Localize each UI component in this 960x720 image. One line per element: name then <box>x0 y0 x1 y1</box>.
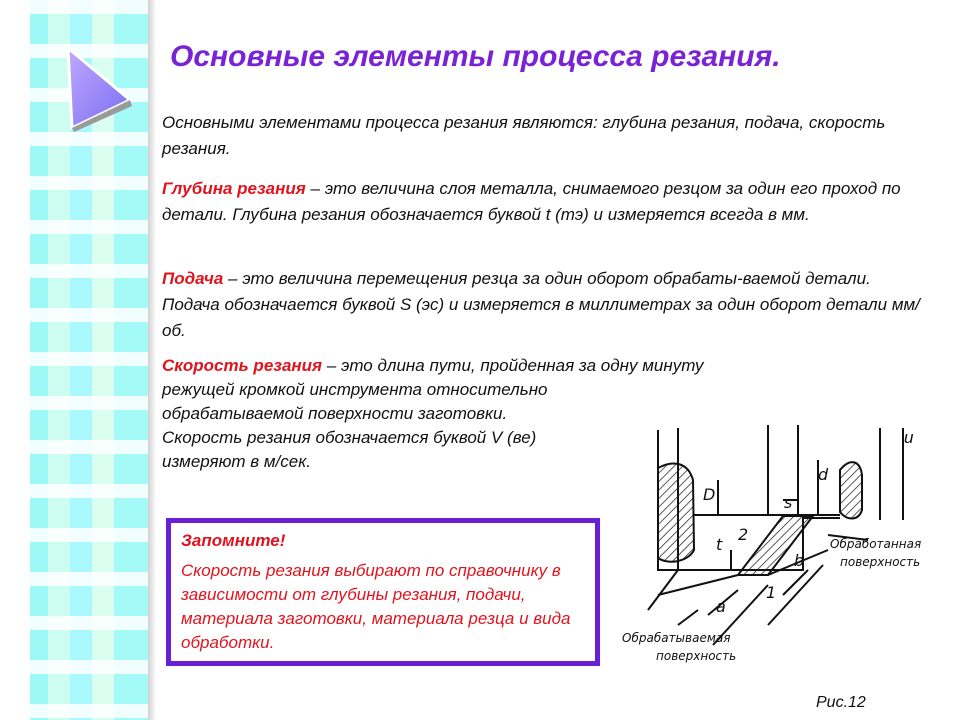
feed-term: Подача <box>162 269 224 288</box>
intro-paragraph: Основными элементами процесса резания являются: глубина резания, подача, скорость резания. <box>162 113 886 158</box>
slide-title: Основные элементы процесса резания. <box>170 40 781 73</box>
play-arrow-icon <box>62 44 134 132</box>
label-D: D <box>703 485 716 504</box>
remember-title: Запомните! <box>181 531 286 550</box>
feed-definition: – это величина перемещения резца за один оборот обрабаты-ваемой детали. Подача обозначается буквой S (эс) и измеряется в миллиметрах за один оборот детали мм/об. <box>162 269 920 340</box>
strip-shadow <box>148 0 156 720</box>
workpiece-surface-label-2: поверхность <box>656 649 737 663</box>
machined-surface-label-1: Обработанная <box>830 537 922 551</box>
figure-caption: Рис.12 <box>816 694 866 711</box>
cutting-diagram <box>618 420 948 680</box>
speed-definition-line2: режущей кромкой инструмента относительно <box>162 380 548 399</box>
label-1: 1 <box>766 583 777 602</box>
speed-definition-line3: обрабатываемой поверхности заготовки. <box>162 404 508 423</box>
speed-definition-line5: измеряют в м/сек. <box>162 452 311 471</box>
label-t: t <box>716 535 723 554</box>
label-d: d <box>818 465 829 484</box>
speed-term: Скорость резания <box>162 356 323 375</box>
label-a: a <box>716 597 726 616</box>
feed-paragraph <box>162 266 932 344</box>
depth-term: Глубина резания <box>162 179 306 198</box>
workpiece-section-left <box>658 464 694 562</box>
speed-definition-line1: – это длина пути, пройденная за одну минуту <box>322 356 704 375</box>
speed-definition-line4: Скорость резания обозначается буквой V (ве) <box>162 428 537 447</box>
speed-definition-line4-end: и <box>904 428 914 447</box>
depth-paragraph <box>162 176 932 228</box>
workpiece-section-right <box>840 462 862 518</box>
label-2: 2 <box>738 525 749 544</box>
depth-definition: – это величина слоя металла, снимаемого резцом за один его проход по детали. Глубина резания обозначается буквой t (тэ) и измеряется всегда в мм. <box>162 179 901 224</box>
label-b: b <box>794 551 805 570</box>
label-s: s <box>784 493 793 512</box>
machined-surface-label-2: поверхность <box>840 555 921 569</box>
remember-box <box>166 518 600 666</box>
workpiece-surface-label-1: Обрабатываемая <box>622 631 731 645</box>
remember-text: Скорость резания выбирают по справочнику в зависимости от глубины резания, подачи, материала заготовки, материала резца и вида обработки. <box>181 561 571 652</box>
